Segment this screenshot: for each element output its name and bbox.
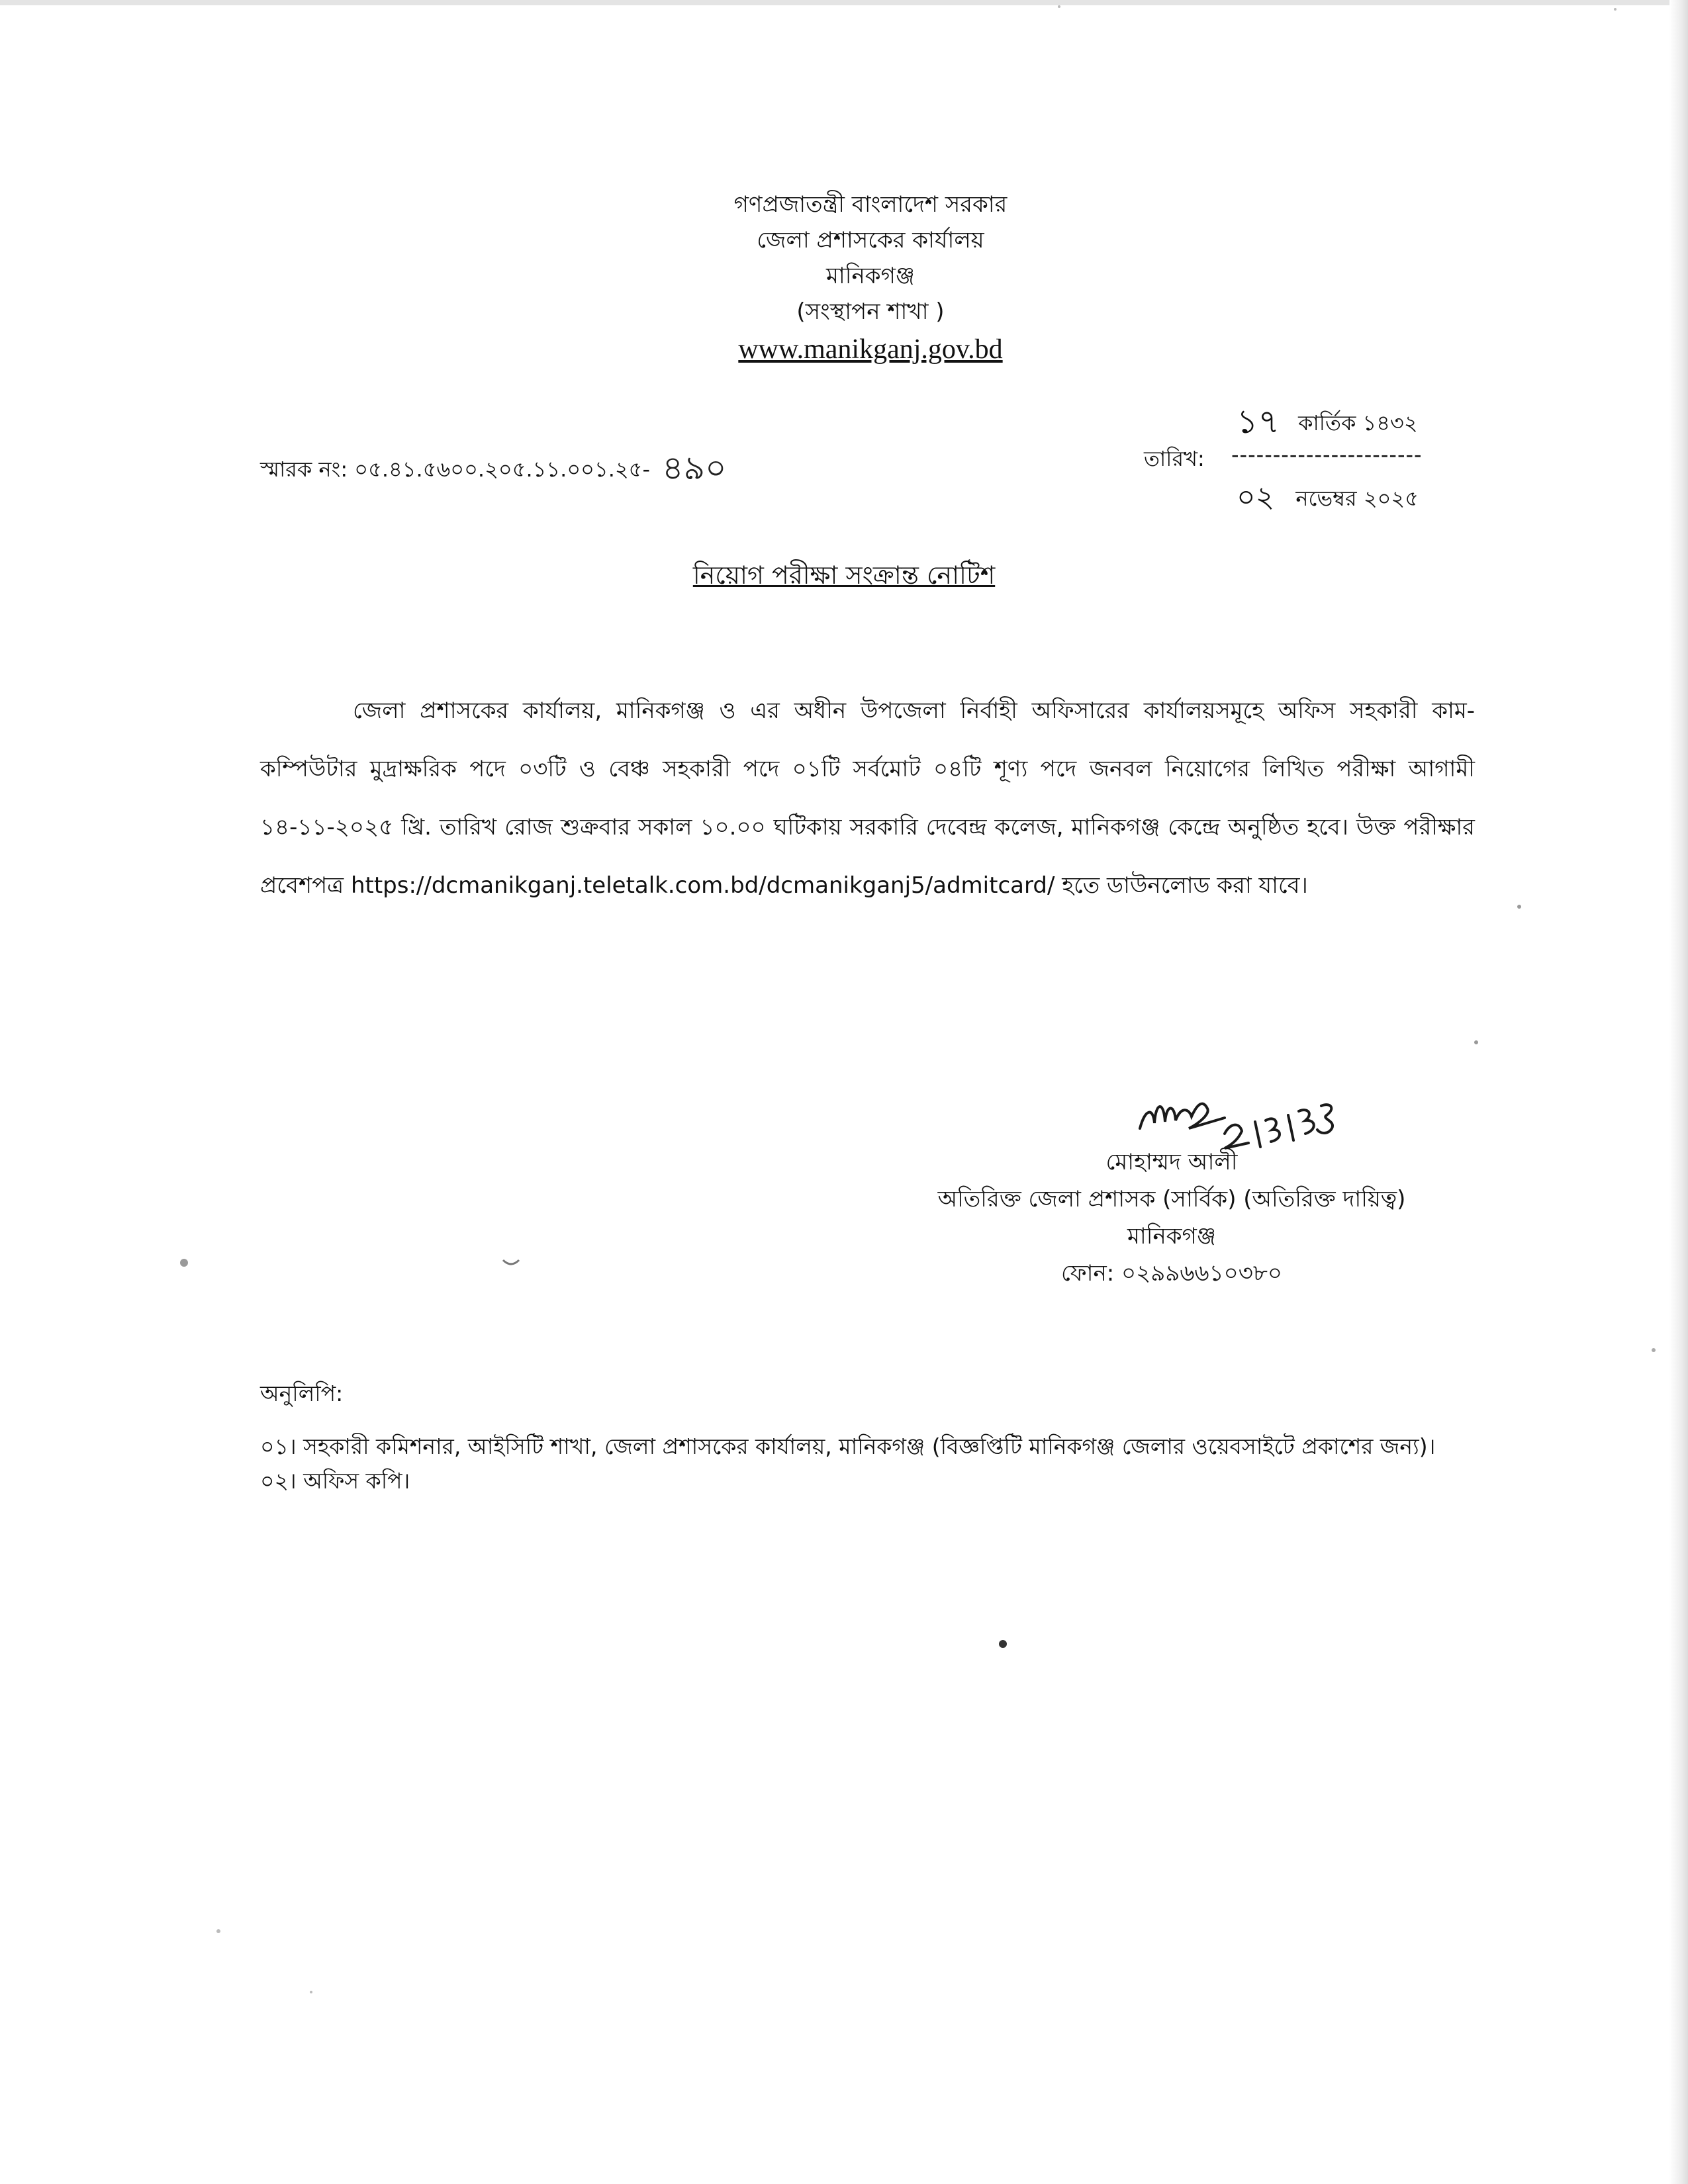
english-month-year: নভেম্বর ২০২৫ bbox=[1295, 486, 1419, 511]
scan-speck bbox=[216, 1929, 220, 1933]
website-link[interactable]: www.manikganj.gov.bd bbox=[738, 334, 1003, 365]
scan-speck bbox=[1474, 1040, 1478, 1044]
cc-label: অনুলিপি: bbox=[260, 1381, 344, 1406]
signatory-phone: ফোন: ০২৯৯৬৬১০৩৮০ bbox=[1060, 1260, 1283, 1287]
cc-item: ০২। অফিস কপি। bbox=[260, 1468, 410, 1494]
district-name: মানিকগঞ্জ bbox=[826, 263, 915, 289]
signatory-name: মোহাম্মদ আলী bbox=[1105, 1149, 1238, 1175]
notice-body: জেলা প্রশাসকের কার্যালয়, মানিকগঞ্জ ও এর অধীন উপজেলা নির্বাহী অফিসারের কার্যালয়সমূহে অফিস সহকারী কাম-কম্পিউটার মুদ্রাক্ষরিক পদে ০৩টি ও বেঞ্চ সহকারী পদে ০১টি সর্বমোট ০৪টি শূণ্য পদে জনবল নিয়োগের লিখিত পরীক্ষা আগামী ১৪-১১-২০২৫ খ্রি. তারিখ রোজ শুক্রবার সকাল ১০.০০ ঘটিকায় সরকারি দেবেন্দ্র কলেজ, মানিকগঞ্জ কেন্দ্রে অনুষ্ঠিত হবে। উক্ত পরীক্ষার প্রবেশপত্র https://dcmanikganj.teletalk.com.bd/dcmanikganj5/admitcard/ হতে ডাউনলোড করা যাবে। bbox=[260, 698, 1475, 899]
scan-top-edge bbox=[0, 0, 1688, 5]
office-name: জেলা প্রশাসকের কার্যালয় bbox=[757, 227, 984, 253]
scan-speck bbox=[180, 1259, 188, 1267]
branch-name: (সংস্থাপন শাখা ) bbox=[796, 298, 945, 325]
scan-speck bbox=[999, 1640, 1007, 1648]
scan-speck bbox=[1614, 8, 1617, 11]
date-label: তারিখ: bbox=[1144, 446, 1205, 471]
bangla-day-handwritten: ১৭ bbox=[1237, 402, 1280, 441]
english-date bbox=[1237, 475, 1419, 523]
signature-block bbox=[874, 1144, 1470, 1292]
date-block bbox=[1139, 397, 1483, 514]
signatory-district: মানিকগঞ্জ bbox=[1127, 1223, 1216, 1250]
notice-title: নিয়োগ পরীক্ষা সংক্রান্ত নোটিশ bbox=[692, 561, 996, 590]
cc-list bbox=[260, 1430, 1475, 1498]
scan-speck bbox=[1652, 1348, 1656, 1352]
cc-item: ০১। সহকারী কমিশনার, আইসিটি শাখা, জেলা প্রশাসকের কার্যালয়, মানিকগঞ্জ (বিজ্ঞপ্তিটি মানিকগঞ্জ জেলার ওয়েবসাইটে প্রকাশের জন্য)। bbox=[260, 1433, 1436, 1459]
memo-handwritten-number: ৪৯০ bbox=[662, 449, 727, 487]
signatory-designation: অতিরিক্ত জেলা প্রশাসক (সার্বিক) (অতিরিক্ত দায়িত্ব) bbox=[937, 1186, 1406, 1212]
scan-speck bbox=[310, 1991, 312, 1993]
government-name: গণপ্রজাতন্ত্রী বাংলাদেশ সরকার bbox=[733, 191, 1008, 218]
date-divider: ----------------------- bbox=[1231, 442, 1423, 467]
memo-value: ০৫.৪১.৫৬০০.২০৫.১১.০০১.২৫- bbox=[354, 457, 650, 482]
bangla-month-year: কার্তিক ১৪৩২ bbox=[1298, 410, 1418, 435]
scan-speck bbox=[503, 1260, 519, 1264]
memo-label: স্মারক নং: bbox=[260, 457, 348, 482]
scan-speck bbox=[1517, 905, 1521, 909]
memo-number bbox=[260, 443, 727, 498]
english-day-handwritten: ০২ bbox=[1237, 480, 1275, 514]
scan-speck bbox=[1058, 5, 1060, 8]
letterhead bbox=[0, 187, 1688, 369]
